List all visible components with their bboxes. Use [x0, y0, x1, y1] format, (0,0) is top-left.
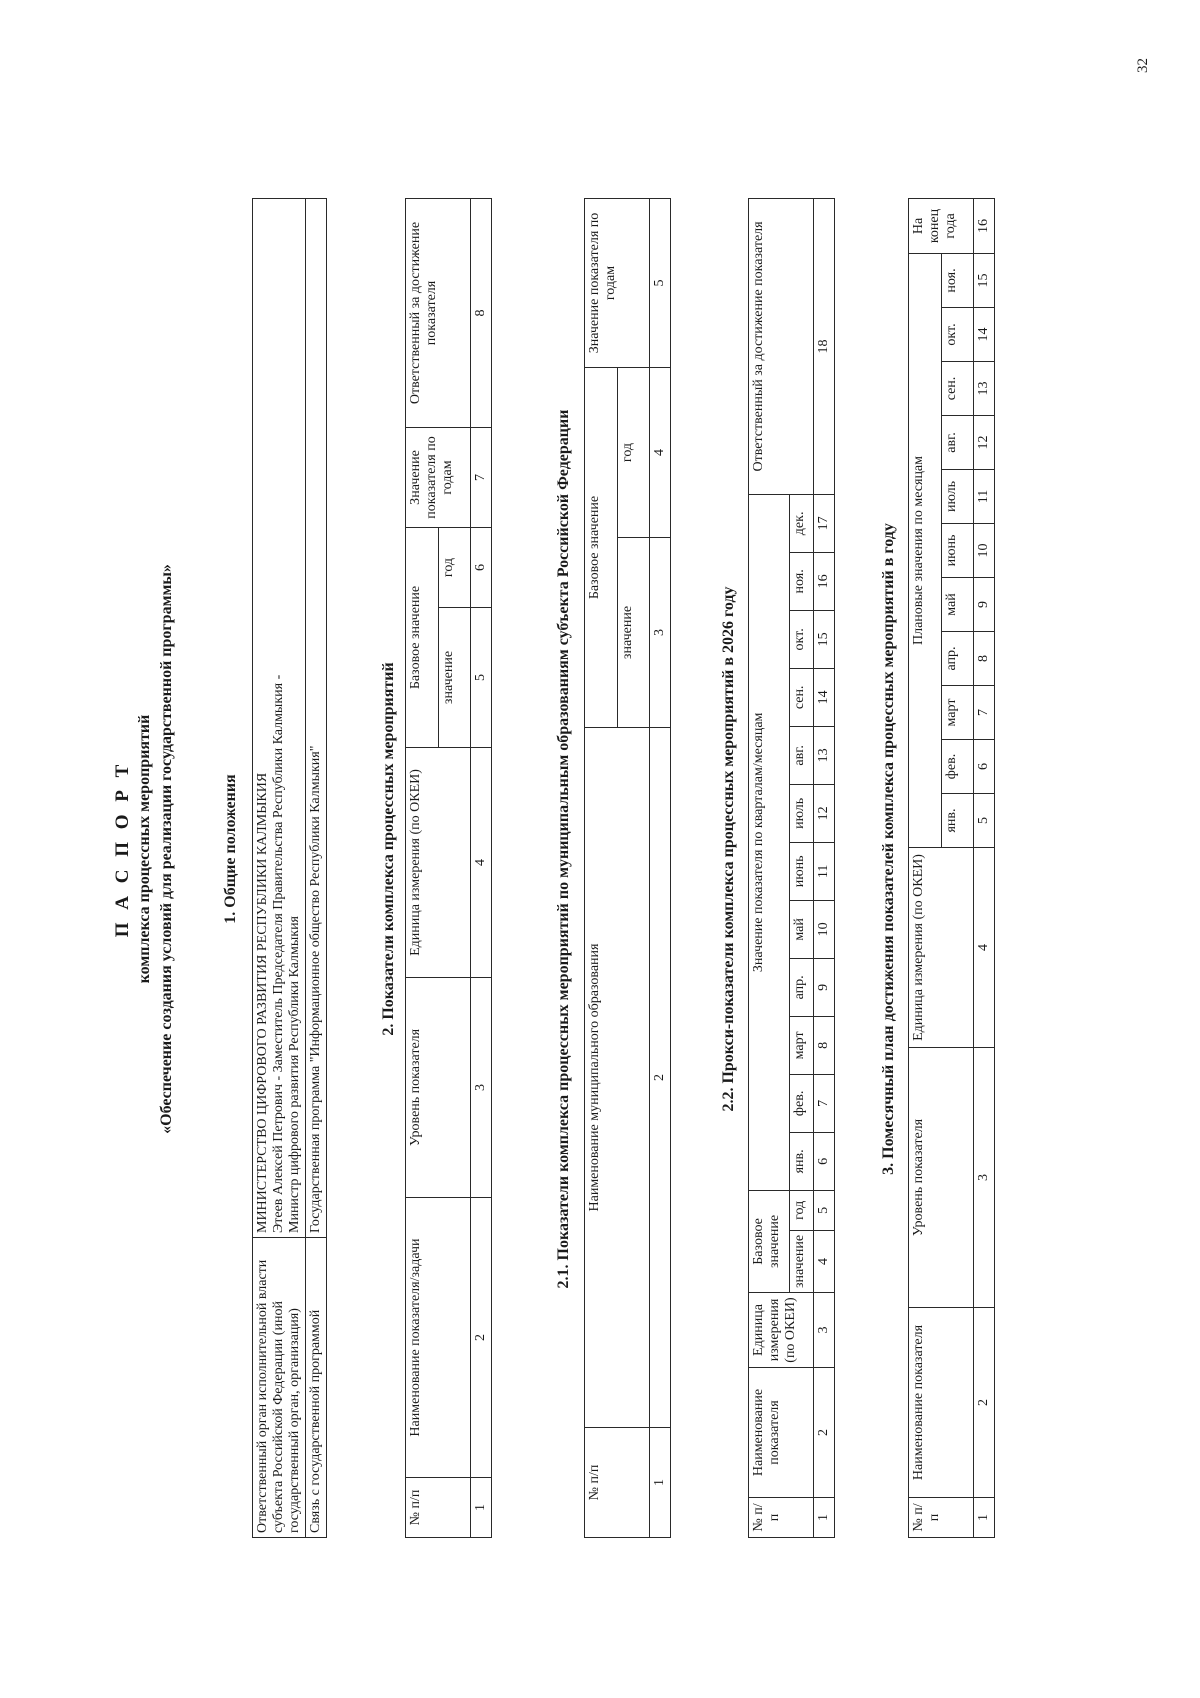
- col-base-value: значение: [617, 538, 650, 728]
- col-month: ноя.: [790, 552, 814, 610]
- col-unit: Единица измерения (по ОКЕИ): [909, 848, 974, 1048]
- section-2-2-heading: 2.2. Прокси-показатели комплекса процессных мероприятий в 2026 году: [720, 586, 737, 1112]
- col-number: 15: [974, 254, 995, 308]
- col-number: 14: [974, 308, 995, 362]
- monthly-plan-table: [908, 198, 995, 1538]
- col-responsible: Ответственный за достижение показателя: [406, 199, 471, 428]
- col-number: 16: [974, 199, 995, 254]
- col-month: фев.: [790, 1074, 814, 1132]
- col-base: Базовое значение: [585, 368, 618, 728]
- col-base-year: год: [617, 368, 650, 538]
- col-number: 12: [974, 416, 995, 470]
- numbering-row: [814, 199, 835, 1538]
- numbering-row: [650, 199, 671, 1538]
- col-number: 2: [650, 728, 671, 1428]
- col-number: 4: [814, 1230, 835, 1292]
- col-number: 9: [974, 578, 995, 632]
- col-number: 17: [814, 494, 835, 552]
- section-2-1-heading: 2.1. Показатели комплекса процессных мероприятий по муниципальным образованиям субъекта Российской Федерации: [555, 409, 572, 1289]
- col-name: Наименование показателя: [909, 1308, 974, 1498]
- col-number: 3: [814, 1293, 835, 1368]
- table-row: [306, 199, 327, 1538]
- curator-line: Этеев Алексей Петрович - Заместитель Председателя Правительства Республики Калмыкия -: [271, 674, 286, 1233]
- col-number: 8: [814, 1016, 835, 1074]
- col-number: 8: [471, 199, 492, 428]
- col-month: июль: [790, 784, 814, 842]
- doc-title: П А С П О Р Т: [112, 760, 133, 938]
- col-number: 15: [814, 610, 835, 668]
- numbering-row: [974, 199, 995, 1538]
- col-base: Базовое значение: [749, 1190, 790, 1292]
- col-base-value: значение: [438, 608, 471, 748]
- col-number: 10: [974, 524, 995, 578]
- col-level: Уровень показателя: [406, 978, 471, 1198]
- col-number: 1: [471, 1478, 492, 1538]
- col-month: окт.: [941, 308, 974, 362]
- program-link-value: Государственная программа "Информационное общество Республики Калмыкия": [306, 199, 327, 1238]
- col-num: № п/п: [585, 1428, 650, 1538]
- col-number: 1: [650, 1428, 671, 1538]
- header-row: [585, 199, 618, 1538]
- col-month: июль: [941, 470, 974, 524]
- col-month: янв.: [790, 1132, 814, 1190]
- col-base-year: год: [438, 528, 471, 608]
- col-number: 12: [814, 784, 835, 842]
- col-month: сен.: [941, 362, 974, 416]
- col-number: 1: [974, 1498, 995, 1538]
- header-row: [909, 199, 942, 1538]
- section-2-heading: 2. Показатели комплекса процессных мероприятий: [380, 662, 397, 1036]
- col-number: 5: [814, 1190, 835, 1230]
- col-name: Наименование показателя: [749, 1368, 814, 1498]
- col-quarters: Значение показателя по кварталам/месяцам: [749, 494, 790, 1190]
- program-name: «Обеспечение создания условий для реализации государственной программы»: [158, 564, 175, 1134]
- col-month: авг.: [941, 416, 974, 470]
- col-number: 6: [814, 1132, 835, 1190]
- col-number: 3: [471, 978, 492, 1198]
- col-number: 7: [471, 428, 492, 528]
- col-number: 4: [650, 368, 671, 538]
- col-responsible: Ответственный за достижение показателя: [749, 199, 814, 495]
- col-municipality: Наименование муниципального образования: [585, 728, 650, 1428]
- col-number: 1: [814, 1498, 835, 1538]
- col-month: сен.: [790, 668, 814, 726]
- col-month: март: [790, 1016, 814, 1074]
- responsible-org-value: [253, 199, 306, 1238]
- curator-line: Министр цифрового развития Республики Калмыкия: [287, 916, 302, 1233]
- col-number: 2: [814, 1368, 835, 1498]
- col-base: Базовое значение: [406, 528, 439, 748]
- col-number: 2: [471, 1198, 492, 1478]
- col-number: 10: [814, 900, 835, 958]
- col-num: № п/п: [406, 1478, 471, 1538]
- col-number: 13: [974, 362, 995, 416]
- col-number: 6: [974, 740, 995, 794]
- col-number: 16: [814, 552, 835, 610]
- col-month: апр.: [790, 958, 814, 1016]
- col-year-end: На конец года: [909, 199, 974, 254]
- col-month: апр.: [941, 632, 974, 686]
- col-number: 6: [471, 528, 492, 608]
- col-number: 5: [471, 608, 492, 748]
- col-number: 3: [650, 538, 671, 728]
- indicators-table: [405, 198, 492, 1538]
- responsible-org-label: Ответственный орган исполнительной власти субъекта Российской Федерации (иной государственный орган, организация): [253, 1238, 306, 1538]
- col-base-year: год: [790, 1190, 814, 1230]
- col-month: май: [790, 900, 814, 958]
- col-number: 4: [471, 748, 492, 978]
- col-month: янв.: [941, 794, 974, 848]
- col-month: фев.: [941, 740, 974, 794]
- doc-subtitle: комплекса процессных мероприятий: [136, 714, 153, 984]
- col-month: май: [941, 578, 974, 632]
- col-number: 5: [650, 199, 671, 368]
- col-month: март: [941, 686, 974, 740]
- municipal-indicators-table: [584, 198, 671, 1538]
- col-unit: Единица измерения (по ОКЕИ): [749, 1293, 814, 1368]
- col-value-years: Значение показателя по годам: [406, 428, 471, 528]
- section-1-heading: 1. Общие положения: [222, 774, 239, 924]
- page-number: 32: [1135, 58, 1151, 73]
- col-level: Уровень показателя: [909, 1048, 974, 1308]
- col-num: № п/п: [909, 1498, 974, 1538]
- col-month: окт.: [790, 610, 814, 668]
- col-number: 3: [974, 1048, 995, 1308]
- col-num: № п/п: [749, 1498, 814, 1538]
- col-number: 7: [974, 686, 995, 740]
- col-number: 18: [814, 199, 835, 495]
- col-number: 11: [814, 842, 835, 900]
- col-month: дек.: [790, 494, 814, 552]
- numbering-row: [471, 199, 492, 1538]
- org-name: МИНИСТЕРСТВО ЦИФРОВОГО РАЗВИТИЯ РЕСПУБЛИКИ КАЛМЫКИЯ: [255, 772, 270, 1233]
- col-number: 11: [974, 470, 995, 524]
- col-month: авг.: [790, 726, 814, 784]
- section-3-heading: 3. Помесячный план достижения показателей комплекса процессных мероприятий в году: [880, 523, 897, 1175]
- proxy-indicators-table: [748, 198, 835, 1538]
- program-link-label: Связь с государственной программой: [306, 1238, 327, 1538]
- header-row: [406, 199, 439, 1538]
- col-number: 8: [974, 632, 995, 686]
- col-name: Наименование показателя/задачи: [406, 1198, 471, 1478]
- general-provisions-table: [252, 198, 327, 1538]
- col-value-years: Значение показателя по годам: [585, 199, 650, 368]
- col-plan: Плановые значения по месяцам: [909, 254, 942, 848]
- col-number: 7: [814, 1074, 835, 1132]
- col-number: 2: [974, 1308, 995, 1498]
- col-number: 9: [814, 958, 835, 1016]
- col-month: июнь: [790, 842, 814, 900]
- col-number: 5: [974, 794, 995, 848]
- col-month: ноя.: [941, 254, 974, 308]
- col-month: июнь: [941, 524, 974, 578]
- col-number: 4: [974, 848, 995, 1048]
- col-number: 14: [814, 668, 835, 726]
- col-base-value: значение: [790, 1230, 814, 1292]
- header-row: [749, 199, 790, 1538]
- col-number: 13: [814, 726, 835, 784]
- col-unit: Единица измерения (по ОКЕИ): [406, 748, 471, 978]
- table-row: [253, 199, 306, 1538]
